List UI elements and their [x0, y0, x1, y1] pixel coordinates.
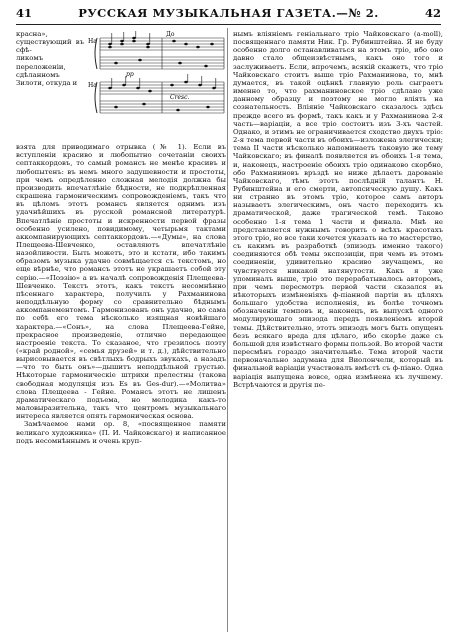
- article-paragraph: взята для приводимаго отрывка (№ 1). Если въ вступленіи красиво и любопытно сочетаніи своихъ септаккордовъ, то самый романсъ не менѣе красивъ и любопытенъ: въ немъ много задушевности и простоты, при чемъ опредѣленно сложная мелодія должна бы производить впечатлѣніе бѣдности, не подкрѣпленная скрашена гармоническимъ сопровожденіемъ, такъ что въ цѣломъ этотъ романсъ является однимъ изъ удачнѣйшихъ въ русской романсной литературѣ. Впечатлѣніе простоты и искренности первой фразы особенно усилено, повидимому, четырьмя тактами аккомпанирующихъ септаккордовъ.—«Думы», на слова Плещеева-Шевченко, оставляютъ впечатлѣніе назойливости. Быть можетъ, это и кстати, ибо такимъ образомъ музыка удачно совмѣщается съ текстомъ, но еще вѣрнѣе, что романсъ этотъ не украшаетъ собой эту серію.—«Поэзію» а въ началѣ сопровожденія Плещеева-Шевченко. Текстъ этотъ, какъ текстъ несомнѣнно пѣсеннаго характера, получилъ у Рахманинова неподдѣльную форму со сравнительно бѣднымъ аккомпанементомъ. Гармонизованъ онъ удачно, но сама по себѣ его тема нѣсколько изящная новѣйшаго характера.—«Сонъ», на слова Плещеева-Гейне, прекрасное произведеніе, отлично передающее настроеніе текста. То сказаное, что грезилось поэту («край родной», «семья друзей» и т. д.), дѣйствительно вырисовывается въ свѣтлыхъ бодрыхъ звукахъ, а назадъ—что то быть онъ»—дышитъ неподдѣльной грустью. Нѣкоторые гармоническіе штрихи прелестны (такова свободная модуляція изъ Es въ Ges-dur).—«Молитва» слова Плещеева - Гейне. Романсъ этотъ не лишенъ драматическаго подъема, но мелодика какъ-то маловыразительна, такъ что центромъ музыкальнаго интереса является опять гармоническая основа.: [16, 143, 226, 421]
- music-spacer: [16, 87, 226, 143]
- wrap-line: красна», существующий въ сфѣ-: [16, 30, 84, 55]
- left-column: [16, 30, 226, 445]
- wrap-line: ликомъ переложеніи, сдѣланномъ: [16, 54, 66, 79]
- wrap-line: Зилоти, откуда и: [16, 78, 78, 87]
- left-column-wrap-text: [16, 30, 84, 87]
- page-header: [16, 6, 441, 22]
- page-number-left: 41: [16, 6, 33, 20]
- music-dynamic-cresc: Cresc.: [170, 94, 190, 101]
- music-label-do: До: [166, 31, 175, 38]
- page-number-right: 42: [424, 6, 441, 20]
- right-column: [233, 30, 443, 389]
- header-rule: [16, 24, 441, 25]
- music-dynamic-pp: pp: [126, 71, 134, 78]
- article-paragraph: нымъ вліяніемъ геніальнаго тріо Чайковскаго (a-moll), посвященнаго памяти Ник. Гр. Рубинштейна. Я не буду особенно долго останавливаться на этомъ тріо, ибо оно давно стало общеизвѣстнымъ, какъ оно того и заслуживаетъ. Если, впрочемъ, всякій скажетъ, что тріо Чайковскаго стоитъ выше тріо Рахманинова, то, мнѣ думается, въ такой оцѣнкѣ главную роль сыграетъ именно то, что рахманиновское тріо сдѣлано уже данному образцу и поэтому не могло вліять на сознательность. Вліяніе Чайковскаго сказалось здѣсь прежде всего въ формѣ, такъ какъ и у Рахманинова 2-я часть—варіаціи, а все тріо состоитъ изъ 3-хъ частей. Однако, и этимъ не ограничивается сходство двухъ тріо: 2-я тема первой части въ обоихъ—изложена элегически; тема II части нѣсколько напоминаетъ таковую же тему Чайковскаго; въ финалѣ появляется въ обоихъ 1-я тема, и, наконецъ, настроеніе обоихъ тріо одинаково скорбно, обо Рахманиновъ връздѣ не ниже дѣлаетъ дарованіе Чайковскаго, тѣмъ этотъ послѣдній талантъ Н. Рубинштейна и его смерти, автопсическую душу. Какъ ни странно въ этомъ тріо, которое самъ авторъ называетъ элегическимъ, онъ часто переходитъ къ драматической, даже трагической темѣ. Таково особенно 1-я тема 1 части и финала. Мнѣ не представляется нужнымъ говорить о всѣхъ красотахъ этого тріо, но все таки хочется указать на то мастерство, съ какимъ въ разработкѣ (эпизодъ именно такого) соединяются обѣ темы экспозиціи, при чемъ въ этомъ соединеніи, удивительно красиво звучащемъ, не чувствуется никакой натянутости. Какъ я уже упоминалъ выше, тріо это перерабатывалось авторомъ, при чемъ пересмотръ первой части сказался въ нѣкоторыхъ измѣненіяхъ ф-піанной партіи въ цѣляхъ большаго удобства исполненія, въ болѣе точномъ обозначеніи темповъ и, наконецъ, въ выпускѣ одного модулирующаго эпизода передъ появленіемъ второй темы. Дѣйствительно, этотъ эпизодъ могъ быть опущенъ безъ всякаго вреда для цѣлаго, ибо скорѣе даже съ большой для извѣстнаго формы пользой. Во второй части пересмѣнъ гораздо значительнѣе. Тема второй части первоначально задумана для Виолончели, который въ финальной варіаціи участвовалъ вмѣстѣ съ ф-піано. Одна варіація выпущена вовсе, одна измѣнена къ лучшему. Встрѣчаются и другія пе-: [233, 30, 443, 389]
- article-paragraph: Замѣчаемое нами op. 8, «посвященное памяти великаго художника» (П. И. Чайковскаго) и написанное подъ несомнѣннымъ и очень круп-: [16, 420, 226, 445]
- newspaper-title: РУССКАЯ МУЗЫКАЛЬНАЯ ГАЗЕТА.—№ 2.: [78, 6, 379, 20]
- music-label-na: На: [88, 82, 97, 89]
- column-divider: [227, 28, 228, 632]
- music-label-ha: Ha: [88, 38, 97, 45]
